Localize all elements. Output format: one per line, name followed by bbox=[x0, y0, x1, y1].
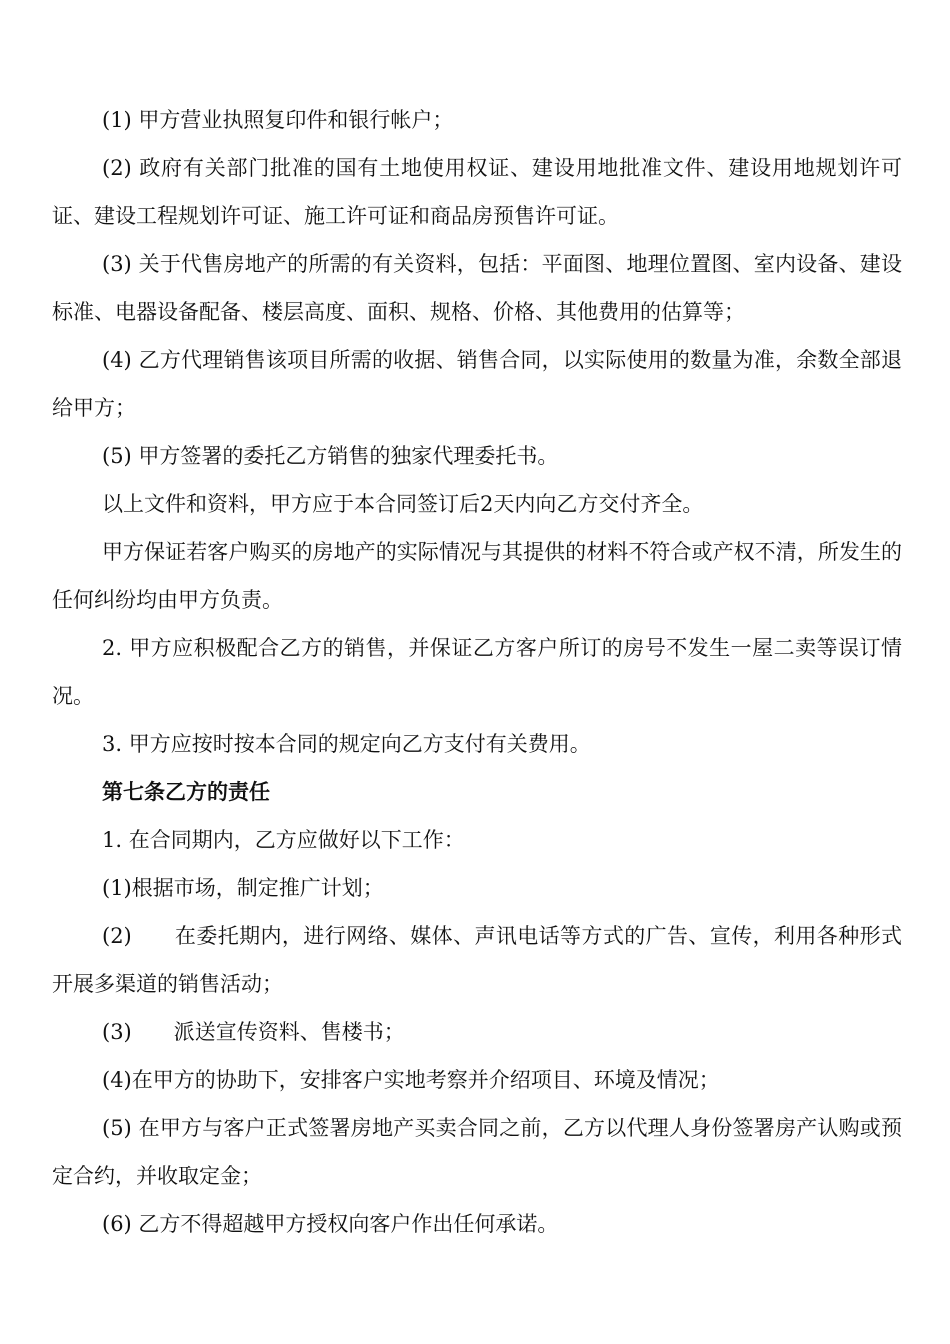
list-item-advertising: (2) 在委托期内，进行网络、媒体、声讯电话等方式的广告、宣传，利用各种形式开展多渠道的销售活动； bbox=[52, 924, 902, 996]
paragraph-dispute-guarantee: 甲方保证若客户购买的房地产的实际情况与其提供的材料不符合或产权不清，所发生的任何纠纷均由甲方负责。 bbox=[52, 540, 902, 612]
list-item-agency-letter: (5) 甲方签署的委托乙方销售的独家代理委托书。 bbox=[102, 444, 559, 468]
paragraph-delivery-deadline: 以上文件和资料，甲方应于本合同签订后2天内向乙方交付齐全。 bbox=[102, 492, 704, 516]
document-body bbox=[52, 96, 902, 1248]
list-item-subscription: (5) 在甲方与客户正式签署房地产买卖合同之前，乙方以代理人身份签署房产认购或预定合约，并收取定金； bbox=[52, 1116, 902, 1188]
paragraph-clause-3: 3. 甲方应按时按本合同的规定向乙方支付有关费用。 bbox=[102, 732, 591, 756]
list-item-site-visits: (4)在甲方的协助下，安排客户实地考察并介绍项目、环境及情况； bbox=[102, 1068, 720, 1092]
list-item-no-promises: (6) 乙方不得超越甲方授权向客户作出任何承诺。 bbox=[102, 1212, 559, 1236]
section-heading-article-7: 第七条乙方的责任 bbox=[102, 779, 270, 804]
list-item-business-license: (1) 甲方营业执照复印件和银行帐户； bbox=[102, 108, 454, 132]
list-item-promotion-plan: (1)根据市场，制定推广计划； bbox=[102, 876, 384, 900]
list-item-brochures: (3) 派送宣传资料、售楼书； bbox=[102, 1020, 405, 1044]
list-item-government-permits: (2) 政府有关部门批准的国有土地使用权证、建设用地批准文件、建设用地规划许可证、建设工程规划许可证、施工许可证和商品房预售许可证。 bbox=[52, 156, 902, 228]
list-item-receipts-contracts: (4) 乙方代理销售该项目所需的收据、销售合同，以实际使用的数量为准，余数全部退给甲方； bbox=[52, 348, 902, 420]
paragraph-clause-2: 2. 甲方应积极配合乙方的销售，并保证乙方客户所订的房号不发生一屋二卖等误订情况。 bbox=[52, 636, 902, 708]
paragraph-clause-1: 1. 在合同期内，乙方应做好以下工作： bbox=[102, 828, 465, 852]
list-item-property-materials: (3) 关于代售房地产的所需的有关资料，包括：平面图、地理位置图、室内设备、建设标准、电器设备配备、楼层高度、面积、规格、价格、其他费用的估算等； bbox=[52, 252, 902, 324]
